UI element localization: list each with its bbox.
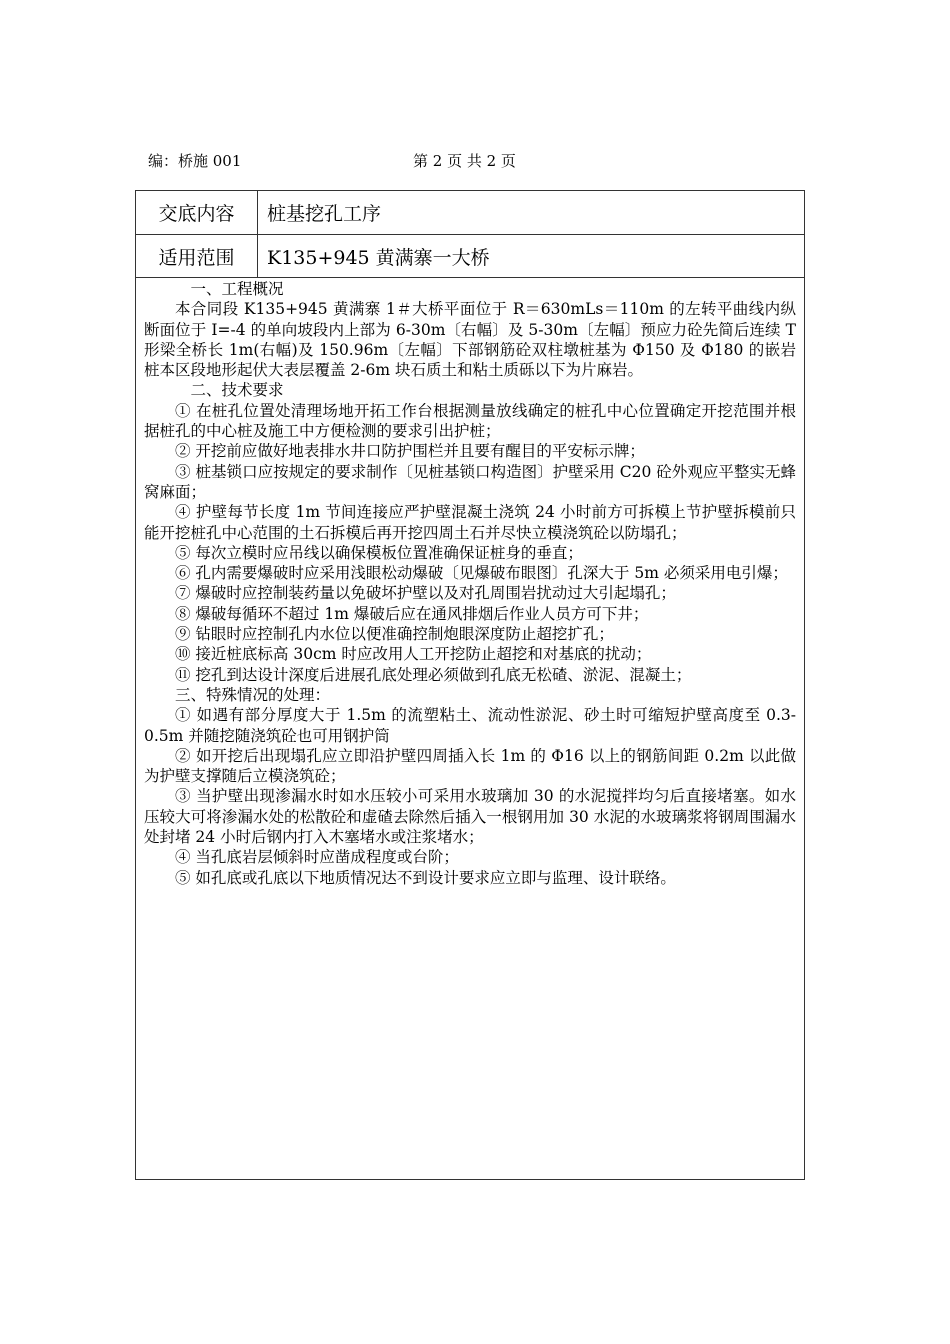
technical-item: ④ 护壁每节长度 1m 节间连接应严护壁混凝土浇筑 24 小时前方可拆模上节护壁拆模前只能开挖桩孔中心范围的土石拆模后再开挖四周土石并尽快立模浇筑砼以防塌孔； [144,503,796,542]
section-title-special: 三、特殊情况的处理： [175,685,331,704]
technical-item: ⑩ 接近桩底标高 30cm 时应改用人工开挖防止超挖和对基底的扰动； [175,645,652,664]
special-item: ③ 当护壁出现渗漏水时如水压较小可采用水玻璃加 30 的水泥搅拌均匀后直接堵塞。如水压较大可将渗漏水处的松散砼和虚碴去除然后插入一根钢用加 30 水泥的水玻璃浆将钢周围漏水处封堵 24 小时后钢内打入木塞堵水或注浆堵水； [144,787,796,847]
document-code: 编：桥施 001 [148,152,242,170]
row-applicable-scope [136,235,804,278]
technical-item: ⑪ 挖孔到达设计深度后进展孔底处理必须做到孔底无松碴、淤泥、混凝土； [175,665,692,684]
technical-item: ② 开挖前应做好地表排水井口防护围栏并且要有醒目的平安标示牌； [175,442,645,461]
special-item: ② 如开挖后出现塌孔应立即沿护壁四周插入长 1m 的 Φ16 以上的钢筋间距 0.2m 以此做为护壁支撑随后立模浇筑砼； [144,746,796,786]
special-item: ⑤ 如孔底或孔底以下地质情况达不到设计要求应立即与监理、设计联络。 [175,868,676,887]
overview-paragraph: 本合同段 K135+945 黄满寨 1＃大桥平面位于 R＝630mLs＝110m 的左转平曲线内纵断面位于 I=-4 的单向坡段内上部为 6-30m〔右幅〕及 5-30m〔左幅〕预应力砼先简后连续 T 形梁全桥长 1m(右幅)及 150.96m〔左幅〕下部钢筋砼双柱墩桩基为 Φ150 及 Φ180 的嵌岩桩本区段地形起伏大表层覆盖 2-6m 块石质土和粘土质砾以下为片麻岩。 [144,300,796,380]
applicable-scope-label: 适用范围 [136,235,258,277]
page-indicator: 第 2 页 共 2 页 [413,152,516,170]
section-title-technical: 二、技术要求 [190,381,284,400]
technical-item: ⑤ 每次立模时应吊线以确保模板位置准确保证桩身的垂直； [175,543,583,562]
disclosure-body [144,279,796,888]
document-header [148,150,808,172]
special-item: ① 如遇有部分厚度大于 1.5m 的流塑粘土、流动性淤泥、砂土时可缩短护壁高度至 0.3-0.5m 并随挖随浇筑砼也可用钢护筒 [144,706,796,745]
disclosure-content-label: 交底内容 [136,191,258,234]
row-disclosure-content [136,191,804,235]
technical-item: ① 在桩孔位置处清理场地开拓工作台根据测量放线确定的桩孔中心位置确定开挖范围并根据桩孔的中心桩及施工中方便检测的要求引出护桩； [144,401,796,441]
disclosure-content-value: 桩基挖孔工序 [267,203,382,225]
disclosure-table [135,190,805,1180]
section-title-overview: 一、工程概况 [190,280,284,298]
applicable-scope-value: K135+945 黄满寨一大桥 [267,246,490,269]
technical-item: ⑥ 孔内需要爆破时应采用浅眼松动爆破〔见爆破布眼图〕孔深大于 5m 必须采用电引爆； [175,564,788,583]
special-item: ④ 当孔底岩层倾斜时应凿成程度或台阶； [175,848,459,867]
technical-item: ⑦ 爆破时应控制装药量以免破坏护壁以及对孔周围岩扰动过大引起塌孔； [175,584,676,603]
technical-item: ⑨ 钻眼时应控制孔内水位以便准确控制炮眼深度防止超挖扩孔； [175,625,614,644]
technical-item: ③ 桩基锁口应按规定的要求制作〔见桩基锁口构造图〕护壁采用 C20 砼外观应平整实无蜂窝麻面； [144,462,796,501]
technical-item: ⑧ 爆破每循环不超过 1m 爆破后应在通风排烟后作业人员方可下井； [175,604,649,623]
